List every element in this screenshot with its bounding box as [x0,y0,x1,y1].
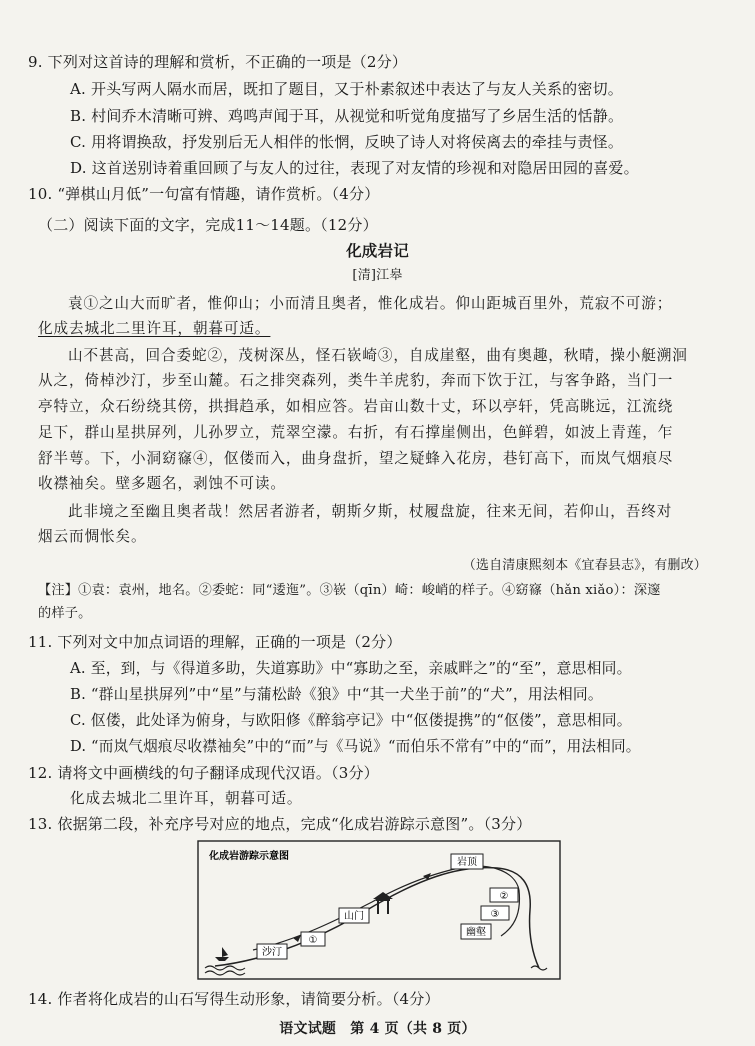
label-shating: 沙汀 [262,947,282,958]
page-footer: 语文试题 第 4 页（共 8 页） [279,1021,476,1037]
label-2: ② [499,891,509,902]
q11-option-d: D. “而岚气烟痕尽收襟袖矣”中的“而”与《马说》“而伯乐不常有”中的“而”，用法相同。 [70,738,641,755]
q9-stem: 9. 下列对这首诗的理解和赏析，不正确的一项是（2分） [28,53,408,71]
essay-p3-line1: 此非境之至幽且奥者哉！然居者游者，朝斯夕斯，杖履盘旋，往来无间，若仰山，吾终对 [68,503,673,520]
essay-note-line1: 【注】①袁：袁州，地名。②委蛇：同“逶迤”。③嵚（qīn）崎：峻峭的样子。④窈窱（hǎn xiǎo）：深邃 [38,583,661,598]
essay-p2-line4: 足下，群山星拱屏列，儿孙罗立，荒翠空濛。右折，有石撑崖侧出，色鲜碧，如波上青莲，乍 [38,424,674,441]
label-youhe: 幽壑 [466,927,486,938]
q9-option-a: A. 开头写两人隔水而居，既扣了题目，又于朴素叙述中表达了与友人关系的密切。 [70,80,623,98]
essay-source: （选自清康熙刻本《宜春县志》，有删改） [462,558,707,573]
label-3: ③ [490,909,500,920]
route-diagram [197,840,561,980]
essay-p2-line3: 亭特立，众石纷绕其傍，拱揖趋承，如相应答。岩亩山数十丈，环以亭轩，凭高眺远，江流绕 [38,398,674,415]
q9-option-b: B. 村间乔木清晰可辨、鸡鸣声闻于耳，从视觉和听觉角度描写了乡居生活的恬静。 [70,107,624,125]
q12-stem: 12. 请将文中画横线的句子翻译成现代汉语。（3分） [28,764,379,782]
essay-p1-line1: 袁①之山大而旷者，惟仰山；小而清且奥者，惟化成岩。仰山距城百里外，荒寂不可游； [68,295,673,312]
essay-author: [清]江皋 [352,268,403,283]
essay-p3-line2: 烟云而惆怅矣。 [38,528,147,545]
essay-p1-line2: 化成去城北二里许耳，朝暮可适。 [38,320,271,337]
q11-option-c: C. 伛偻，此处译为俯身，与欧阳修《醉翁亭记》中“伛偻提携”的“伛偻”，意思相同。 [70,712,632,729]
label-yanding: 岩顶 [457,857,477,868]
q13-stem: 13. 依据第二段，补充序号对应的地点，完成“化成岩游踪示意图”。（3分） [28,815,532,833]
q9-option-d: D. 这首送别诗着重回顾了与友人的过往，表现了对友情的珍视和对隐居田园的喜爱。 [70,159,639,177]
q9-option-c: C. 用将谓换敌，抒发别后无人相伴的怅惘，反映了诗人对将侯离去的牵挂与责怪。 [70,133,624,151]
boat-icon [215,957,229,961]
route-diagram-svg [197,840,561,980]
essay-p2-line6: 收襟袖矣。壁多题名，剥蚀不可读。 [38,475,286,492]
diagram-title: 化成岩游踪示意图 [209,851,289,862]
q10-stem: 10. “弹棋山月低”一句富有情趣，请作赏析。（4分） [28,185,380,203]
essay-note-line2: 的样子。 [38,606,92,621]
pavilion-icon [373,892,393,914]
essay-title: 化成岩记 [346,241,409,260]
q11-stem: 11. 下列对文中加点词语的理解，正确的一项是（2分） [28,633,402,651]
section2-heading: （二）阅读下面的文字，完成11～14题。（12分） [38,216,378,234]
essay-p2-line2: 从之，倚棹沙汀，步至山麓。石之排突森列，类牛羊虎豹，奔而下饮于江，与客争路，当门一 [38,372,674,389]
q14-stem: 14. 作者将化成岩的山石写得生动形象，请简要分析。（4分） [28,990,440,1008]
boat-sail-icon [222,947,228,957]
q11-option-a: A. 至，到，与《得道多助，失道寡助》中“寡助之至，亲戚畔之”的“至”，意思相同。 [70,660,632,677]
essay-p2-line1: 山不甚高，回合委蛇②，茂树深丛，怪石嵚崎③，自成崖壑，曲有奥趣，秋晴，操小艇溯洄 [68,347,688,364]
essay-p2-line5: 舒半萼。下，小洞窈窱④，伛偻而入，曲身盘折，望之疑蜂入花房，巷钉高下，而岚气烟痕尽 [38,450,674,467]
q11-option-b: B. “群山星拱屏列”中“星”与蒲松龄《狼》中“其一犬坐于前”的“犬”，用法相同。 [70,686,603,703]
label-1: ① [308,935,318,946]
label-shanmen: 山门 [344,911,364,922]
water-left-2 [205,971,245,975]
water-left [205,966,245,970]
q12-sentence: 化成去城北二里许耳，朝暮可适。 [70,790,303,807]
